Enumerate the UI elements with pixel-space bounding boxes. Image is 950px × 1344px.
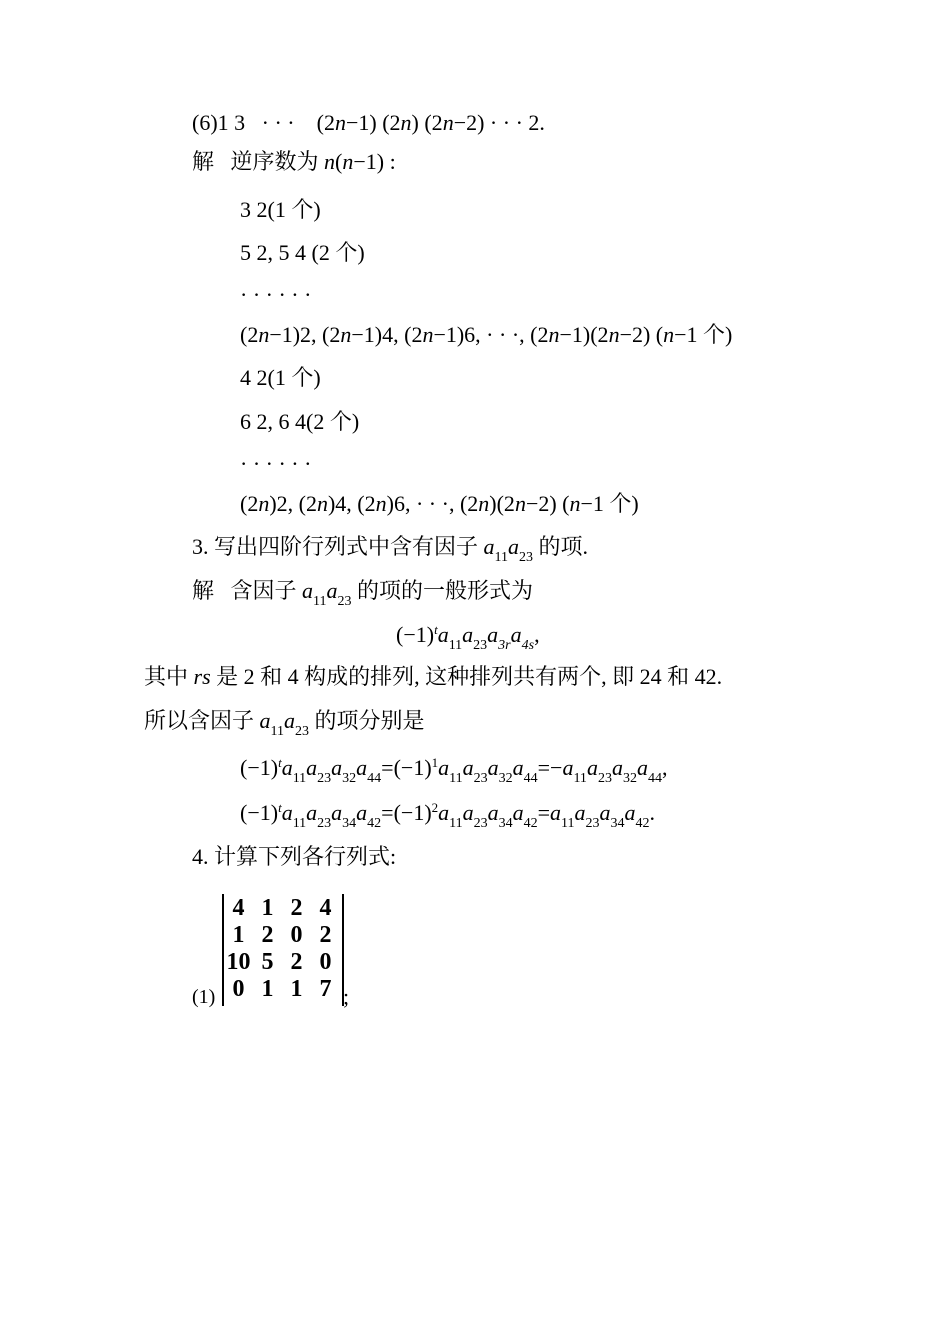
matrix-cell: 4 xyxy=(319,895,332,921)
solution-3-intro: 解 含因子 $a_{11}a_{23}$ 的项的一般形式为 xyxy=(192,578,534,609)
inversion-line-2: 5 2, 5 4 (2 个) xyxy=(240,240,365,265)
problem-4: 4. 计算下列各行列式: xyxy=(192,844,397,869)
matrix-row xyxy=(224,895,342,921)
inversion-line-3: (2n−1)2, (2n−1)4, (2n−1)6, · · ·, (2n−1)(2n−2) (n−1 个) xyxy=(240,322,733,347)
matrix-cell: 0 xyxy=(232,976,245,1002)
term-1-formula: $(-1)^ta_{11}a_{23}a_{32}a_{44}=(-1)^1a_{11}a_{23}a_{32}a_{44}=-a_{11}a_{23}a_{32}a_{44}$, xyxy=(240,755,668,786)
line-6-sequence: (6)1 3 · · · (2n−1) (2n) (2n−2) · · · 2. xyxy=(192,110,545,135)
determinant-matrix xyxy=(222,894,344,1006)
matrix-cell: 2 xyxy=(261,922,274,948)
matrix-cell: 7 xyxy=(319,976,332,1002)
matrix-cell: 10 xyxy=(226,949,251,975)
problem-3: 3. 写出四阶行列式中含有因子 $a_{11}a_{23}$ 的项. xyxy=(192,534,589,565)
matrix-cell: 1 xyxy=(261,976,274,1002)
inversion-line-4: 4 2(1 个) xyxy=(240,365,321,390)
matrix-cell: 2 xyxy=(319,922,332,948)
matrix-row xyxy=(224,976,342,1002)
solution-inversion-count: 解 逆序数为 n(n−1) : xyxy=(192,149,396,174)
matrix-cell: 0 xyxy=(319,949,332,975)
matrix-cell: 0 xyxy=(290,922,303,948)
matrix-cell: 2 xyxy=(290,949,303,975)
inversion-line-5: 6 2, 6 4(2 个) xyxy=(240,409,360,434)
matrix-row xyxy=(224,949,342,975)
matrix-cell: 2 xyxy=(290,895,303,921)
permutation-explanation: 其中 rs 是 2 和 4 构成的排列, 这种排列共有两个, 即 24 和 42. xyxy=(144,664,723,689)
matrix-cell: 4 xyxy=(232,895,245,921)
matrix-cell: 5 xyxy=(261,949,274,975)
inversion-line-1: 3 2(1 个) xyxy=(240,197,321,222)
inversion-line-6: (2n)2, (2n)4, (2n)6, · · ·, (2n)(2n−2) (n−1 个) xyxy=(240,491,639,516)
terms-intro: 所以含因子 $a_{11}a_{23}$ 的项分别是 xyxy=(144,708,425,739)
matrix-cell: 1 xyxy=(261,895,274,921)
matrix-cell: 1 xyxy=(232,922,245,948)
ellipsis-2: · · · · · · xyxy=(240,451,312,476)
matrix-row xyxy=(224,922,342,948)
matrix-cell: 1 xyxy=(290,976,303,1002)
part-1-label: (1) xyxy=(192,986,216,1008)
ellipsis-1: · · · · · · xyxy=(240,282,312,307)
part-1-semicolon: ; xyxy=(343,984,350,1009)
general-term-formula: $(-1)^ta_{11}a_{23}a_{3r}a_{4s}$, xyxy=(396,622,540,653)
term-2-formula: $(-1)^ta_{11}a_{23}a_{34}a_{42}=(-1)^2a_{11}a_{23}a_{34}a_{42}=a_{11}a_{23}a_{34}a_{42}$. xyxy=(240,800,656,831)
